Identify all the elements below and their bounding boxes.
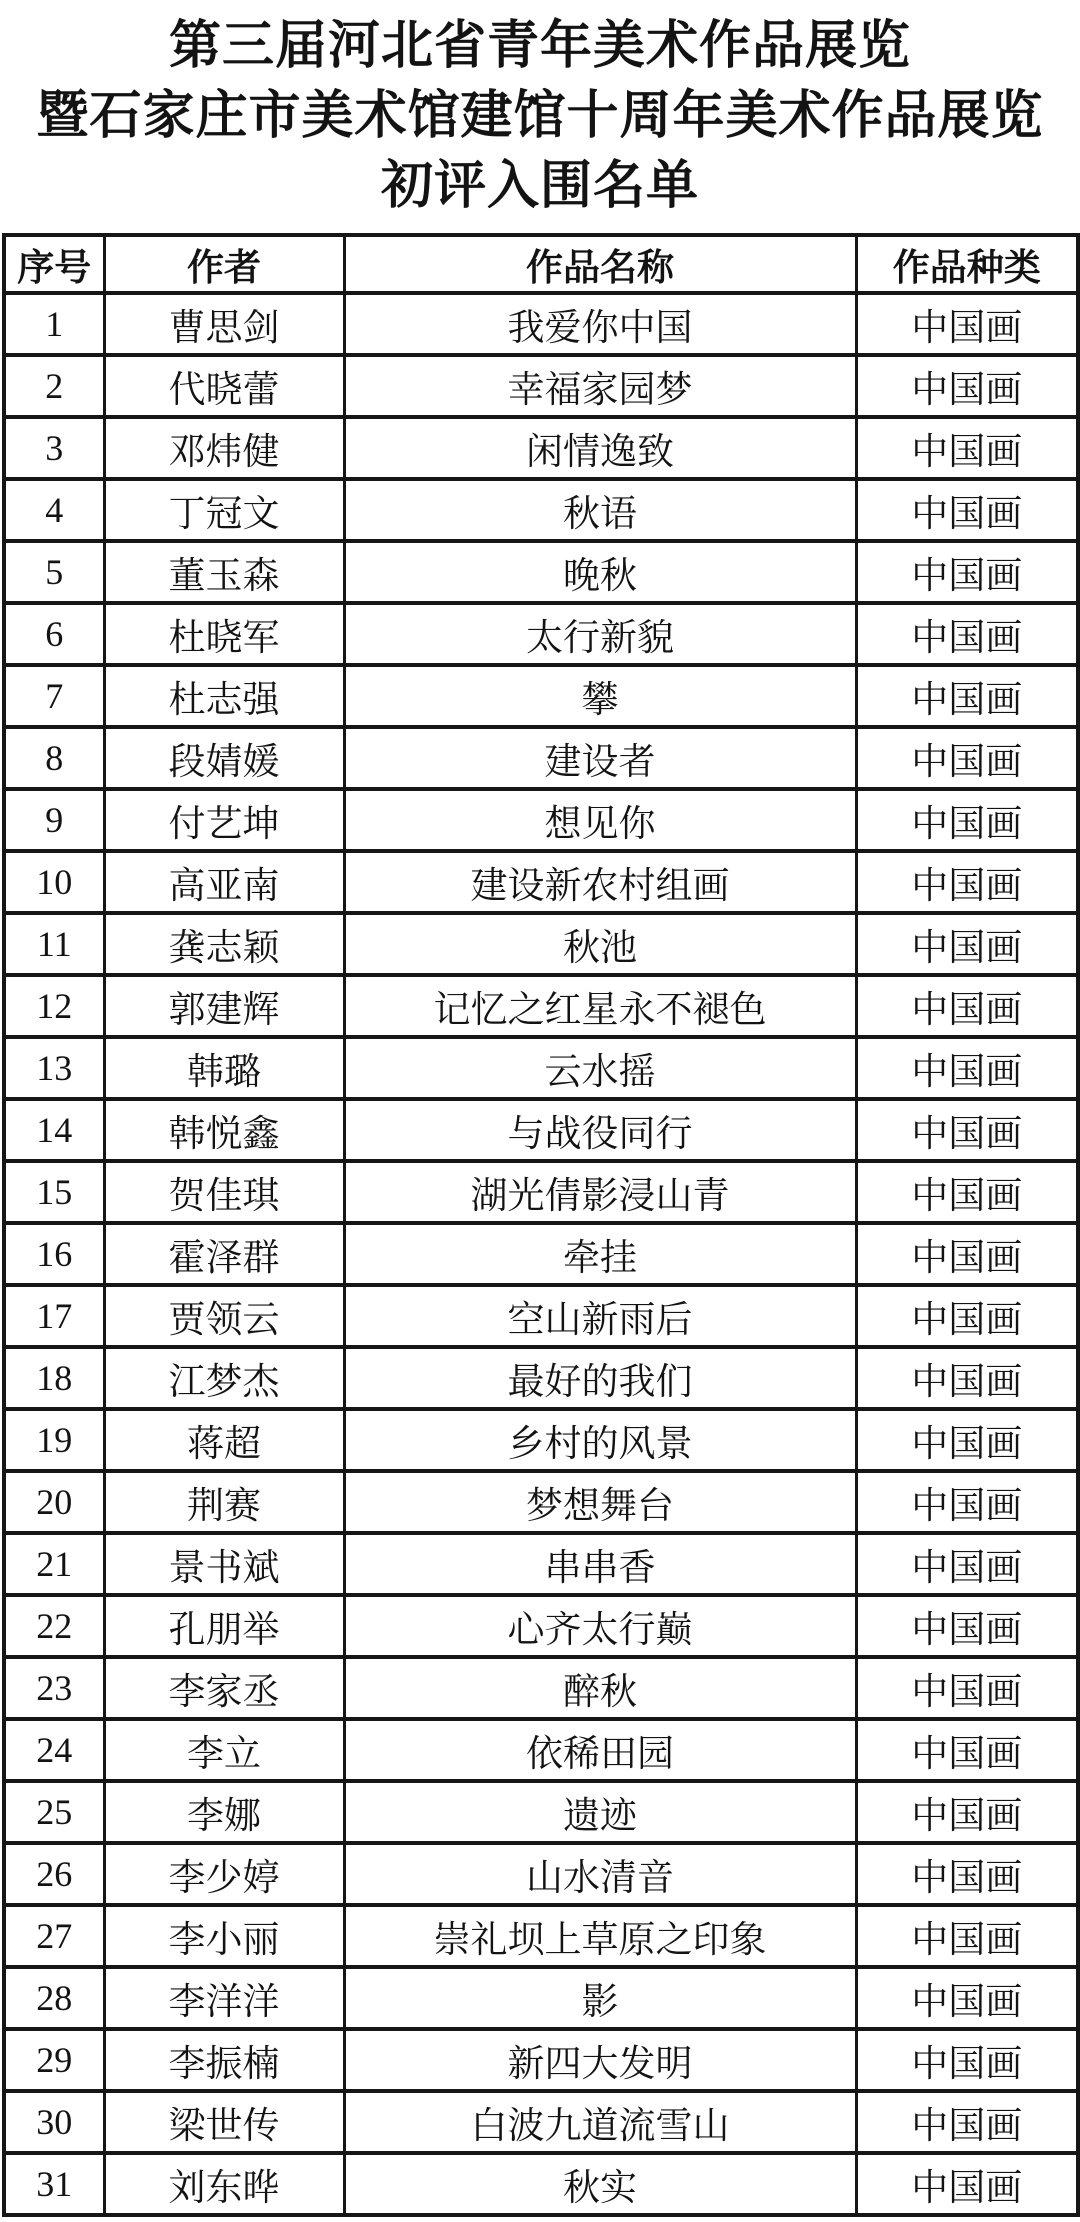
- work-title-cell: 空山新雨后: [344, 1285, 856, 1347]
- table-row: [4, 2029, 1078, 2091]
- table-row: [4, 1595, 1078, 1657]
- work-category-cell: 中国画: [856, 1285, 1078, 1347]
- table-body: [4, 293, 1078, 2215]
- work-title-cell: 乡村的风景: [344, 1409, 856, 1471]
- author-cell: 董玉森: [104, 541, 344, 603]
- work-category-cell: 中国画: [856, 417, 1078, 479]
- work-category-cell: 中国画: [856, 1781, 1078, 1843]
- work-title-cell: 与战役同行: [344, 1099, 856, 1161]
- table-row: [4, 975, 1078, 1037]
- table-row: [4, 355, 1078, 417]
- header-serial-number: 序号: [4, 235, 104, 293]
- work-category-cell: 中国画: [856, 355, 1078, 417]
- author-cell: 段婧媛: [104, 727, 344, 789]
- author-cell: 韩璐: [104, 1037, 344, 1099]
- work-title-cell: 崇礼坝上草原之印象: [344, 1905, 856, 1967]
- table-row: [4, 417, 1078, 479]
- work-title-cell: 幸福家园梦: [344, 355, 856, 417]
- work-category-cell: 中国画: [856, 1657, 1078, 1719]
- work-title-cell: 晚秋: [344, 541, 856, 603]
- work-title-cell: 想见你: [344, 789, 856, 851]
- author-cell: 蒋超: [104, 1409, 344, 1471]
- work-category-cell: 中国画: [856, 1037, 1078, 1099]
- table-row: [4, 1347, 1078, 1409]
- author-cell: 高亚南: [104, 851, 344, 913]
- work-title-cell: 白波九道流雪山: [344, 2091, 856, 2153]
- author-cell: 刘东晔: [104, 2153, 344, 2215]
- table-row: [4, 1843, 1078, 1905]
- work-category-cell: 中国画: [856, 2091, 1078, 2153]
- table-row: [4, 665, 1078, 727]
- serial-number-cell: 28: [4, 1967, 104, 2029]
- author-cell: 韩悦鑫: [104, 1099, 344, 1161]
- table-row: [4, 851, 1078, 913]
- work-category-cell: 中国画: [856, 1223, 1078, 1285]
- work-title-cell: 影: [344, 1967, 856, 2029]
- table-row: [4, 727, 1078, 789]
- work-category-cell: 中国画: [856, 851, 1078, 913]
- serial-number-cell: 4: [4, 479, 104, 541]
- serial-number-cell: 18: [4, 1347, 104, 1409]
- work-title-cell: 醉秋: [344, 1657, 856, 1719]
- work-title-cell: 建设者: [344, 727, 856, 789]
- table-row: [4, 1781, 1078, 1843]
- work-title-cell: 依稀田园: [344, 1719, 856, 1781]
- work-title-cell: 太行新貌: [344, 603, 856, 665]
- serial-number-cell: 14: [4, 1099, 104, 1161]
- work-title-cell: 遗迹: [344, 1781, 856, 1843]
- serial-number-cell: 10: [4, 851, 104, 913]
- table-row: [4, 603, 1078, 665]
- work-title-cell: 秋语: [344, 479, 856, 541]
- title-line-3: 初评入围名单: [380, 158, 699, 215]
- work-category-cell: 中国画: [856, 1595, 1078, 1657]
- work-category-cell: 中国画: [856, 1967, 1078, 2029]
- author-cell: 邓炜健: [104, 417, 344, 479]
- work-title-cell: 新四大发明: [344, 2029, 856, 2091]
- header-author: 作者: [104, 235, 344, 293]
- serial-number-cell: 7: [4, 665, 104, 727]
- serial-number-cell: 29: [4, 2029, 104, 2091]
- serial-number-cell: 2: [4, 355, 104, 417]
- work-category-cell: 中国画: [856, 1905, 1078, 1967]
- table-row: [4, 1223, 1078, 1285]
- author-cell: 李立: [104, 1719, 344, 1781]
- author-cell: 代晓蕾: [104, 355, 344, 417]
- work-category-cell: 中国画: [856, 541, 1078, 603]
- title-line-2: 暨石家庄市美术馆建馆十周年美术作品展览: [36, 88, 1044, 145]
- author-cell: 荆赛: [104, 1471, 344, 1533]
- table-row: [4, 1719, 1078, 1781]
- table-row: [4, 1471, 1078, 1533]
- serial-number-cell: 27: [4, 1905, 104, 1967]
- work-category-cell: 中国画: [856, 479, 1078, 541]
- author-cell: 霍泽群: [104, 1223, 344, 1285]
- serial-number-cell: 9: [4, 789, 104, 851]
- work-category-cell: 中国画: [856, 1533, 1078, 1595]
- author-cell: 李家丞: [104, 1657, 344, 1719]
- table-row: [4, 479, 1078, 541]
- author-cell: 贺佳琪: [104, 1161, 344, 1223]
- table-row: [4, 789, 1078, 851]
- serial-number-cell: 12: [4, 975, 104, 1037]
- table-row: [4, 1285, 1078, 1347]
- header-work-category: 作品种类: [856, 235, 1078, 293]
- work-category-cell: 中国画: [856, 727, 1078, 789]
- work-category-cell: 中国画: [856, 913, 1078, 975]
- author-cell: 曹思剑: [104, 293, 344, 355]
- serial-number-cell: 8: [4, 727, 104, 789]
- author-cell: 杜晓军: [104, 603, 344, 665]
- work-title-cell: 心齐太行巅: [344, 1595, 856, 1657]
- table-row: [4, 1905, 1078, 1967]
- table-row: [4, 1967, 1078, 2029]
- work-title-cell: 牵挂: [344, 1223, 856, 1285]
- work-title-cell: 山水清音: [344, 1843, 856, 1905]
- serial-number-cell: 17: [4, 1285, 104, 1347]
- author-cell: 付艺坤: [104, 789, 344, 851]
- author-cell: 丁冠文: [104, 479, 344, 541]
- serial-number-cell: 16: [4, 1223, 104, 1285]
- serial-number-cell: 23: [4, 1657, 104, 1719]
- table-row: [4, 541, 1078, 603]
- author-cell: 贾领云: [104, 1285, 344, 1347]
- work-title-cell: 梦想舞台: [344, 1471, 856, 1533]
- table-row: [4, 1409, 1078, 1471]
- work-title-cell: 记忆之红星永不褪色: [344, 975, 856, 1037]
- work-category-cell: 中国画: [856, 1409, 1078, 1471]
- work-title-cell: 串串香: [344, 1533, 856, 1595]
- serial-number-cell: 25: [4, 1781, 104, 1843]
- serial-number-cell: 5: [4, 541, 104, 603]
- author-cell: 李洋洋: [104, 1967, 344, 2029]
- serial-number-cell: 11: [4, 913, 104, 975]
- author-cell: 江梦杰: [104, 1347, 344, 1409]
- table-header-row: [4, 235, 1078, 293]
- serial-number-cell: 20: [4, 1471, 104, 1533]
- work-category-cell: 中国画: [856, 1471, 1078, 1533]
- work-title-cell: 云水摇: [344, 1037, 856, 1099]
- author-cell: 李娜: [104, 1781, 344, 1843]
- work-title-cell: 攀: [344, 665, 856, 727]
- serial-number-cell: 1: [4, 293, 104, 355]
- work-title-cell: 秋实: [344, 2153, 856, 2215]
- table-head: [4, 235, 1078, 293]
- table-row: [4, 293, 1078, 355]
- document-title: [0, 0, 1080, 222]
- work-category-cell: 中国画: [856, 603, 1078, 665]
- work-title-cell: 秋池: [344, 913, 856, 975]
- serial-number-cell: 26: [4, 1843, 104, 1905]
- shortlist-table: [2, 233, 1080, 2217]
- table-row: [4, 2153, 1078, 2215]
- table-row: [4, 1657, 1078, 1719]
- table-row: [4, 2091, 1078, 2153]
- table-row: [4, 1161, 1078, 1223]
- table-row: [4, 1037, 1078, 1099]
- work-category-cell: 中国画: [856, 665, 1078, 727]
- author-cell: 李振楠: [104, 2029, 344, 2091]
- serial-number-cell: 19: [4, 1409, 104, 1471]
- work-category-cell: 中国画: [856, 975, 1078, 1037]
- serial-number-cell: 22: [4, 1595, 104, 1657]
- author-cell: 龚志颖: [104, 913, 344, 975]
- work-category-cell: 中国画: [856, 1347, 1078, 1409]
- title-line-1: 第三届河北省青年美术作品展览: [168, 18, 911, 75]
- table-row: [4, 1533, 1078, 1595]
- header-work-title: 作品名称: [344, 235, 856, 293]
- author-cell: 李少婷: [104, 1843, 344, 1905]
- serial-number-cell: 21: [4, 1533, 104, 1595]
- work-title-cell: 我爱你中国: [344, 293, 856, 355]
- serial-number-cell: 15: [4, 1161, 104, 1223]
- work-category-cell: 中国画: [856, 2029, 1078, 2091]
- author-cell: 梁世传: [104, 2091, 344, 2153]
- work-category-cell: 中国画: [856, 1161, 1078, 1223]
- serial-number-cell: 24: [4, 1719, 104, 1781]
- serial-number-cell: 6: [4, 603, 104, 665]
- work-category-cell: 中国画: [856, 1099, 1078, 1161]
- work-title-cell: 闲情逸致: [344, 417, 856, 479]
- work-category-cell: 中国画: [856, 2153, 1078, 2215]
- author-cell: 杜志强: [104, 665, 344, 727]
- author-cell: 景书斌: [104, 1533, 344, 1595]
- work-title-cell: 最好的我们: [344, 1347, 856, 1409]
- work-title-cell: 湖光倩影浸山青: [344, 1161, 856, 1223]
- work-title-cell: 建设新农村组画: [344, 851, 856, 913]
- table-row: [4, 913, 1078, 975]
- author-cell: 孔朋举: [104, 1595, 344, 1657]
- author-cell: 郭建辉: [104, 975, 344, 1037]
- serial-number-cell: 31: [4, 2153, 104, 2215]
- work-category-cell: 中国画: [856, 293, 1078, 355]
- serial-number-cell: 3: [4, 417, 104, 479]
- work-category-cell: 中国画: [856, 1843, 1078, 1905]
- work-category-cell: 中国画: [856, 1719, 1078, 1781]
- author-cell: 李小丽: [104, 1905, 344, 1967]
- serial-number-cell: 13: [4, 1037, 104, 1099]
- table-row: [4, 1099, 1078, 1161]
- work-category-cell: 中国画: [856, 789, 1078, 851]
- serial-number-cell: 30: [4, 2091, 104, 2153]
